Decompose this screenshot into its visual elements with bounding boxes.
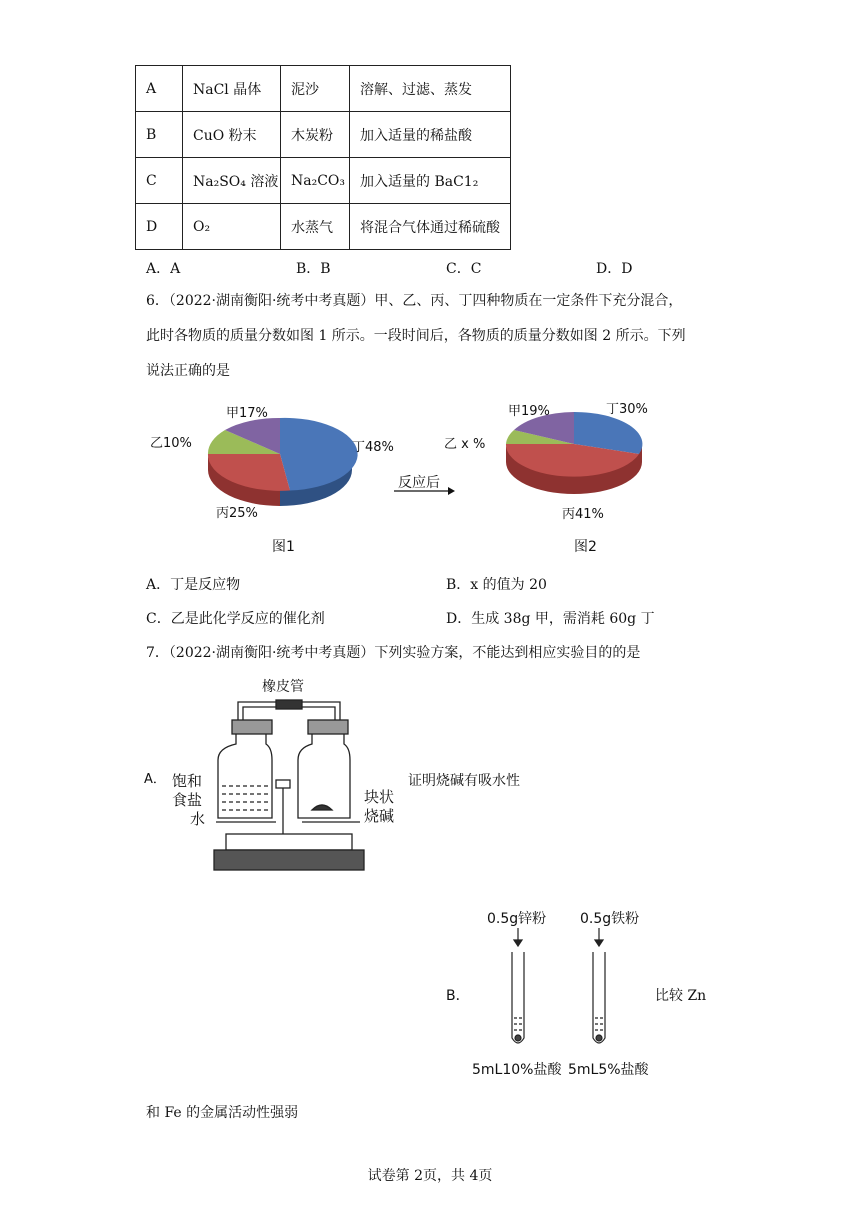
table-cell: 木炭粉 (281, 112, 350, 158)
q5-choice-a: A．A (146, 261, 181, 277)
table-cell: 溶解、过滤、蒸发 (350, 66, 511, 112)
pie-chart-fig1 (200, 408, 370, 508)
fig2-label-jia: 甲19% (508, 404, 550, 419)
table-row (136, 112, 511, 158)
fig1-caption: 图1 (272, 539, 295, 555)
caustic-soda-label-1: 块状 (364, 788, 395, 806)
q6-text-line-1: 6．（2022·湖南衡阳·统考中考真题）甲、乙、丙、丁四种物质在一定条件下充分混合， (146, 293, 683, 309)
test-tubes-diagram (500, 926, 620, 1056)
q6-text-line-3: 说法正确的是 (146, 363, 230, 379)
fig1-label-jia: 甲17% (226, 406, 268, 421)
table-cell: B (136, 112, 183, 158)
q7-option-b-label: B． (446, 988, 470, 1004)
table-cell: D (136, 204, 183, 250)
table-cell: 将混合气体通过稀硫酸 (350, 204, 511, 250)
table-cell: O₂ (183, 204, 281, 250)
q5-choice-b: B．B (296, 261, 331, 277)
q7-question-text: 7．（2022·湖南衡阳·统考中考真题）下列实验方案，不能达到相应实验目的的是 (146, 645, 641, 661)
acid-5-label: 5mL5%盐酸 (568, 1062, 649, 1078)
q6-choice-c: C．乙是此化学反应的催化剂 (146, 611, 325, 627)
table-cell: 加入适量的 BaC1₂ (350, 158, 511, 204)
caustic-soda-label-2: 烧碱 (364, 807, 395, 825)
arrow-label: 反应后 (398, 475, 440, 491)
page-footer: 试卷第 2页，共 4页 (367, 1168, 493, 1184)
table-cell: 水蒸气 (281, 204, 350, 250)
saltwater-label-3: 水 (190, 810, 206, 828)
options-table (135, 65, 511, 250)
q7-option-a-description: 证明烧碱有吸水性 (408, 773, 520, 789)
fig1-label-ding: 丁48% (352, 440, 394, 455)
table-cell: 加入适量的稀盐酸 (350, 112, 511, 158)
q6-choice-d: D．生成 38g 甲，需消耗 60g 丁 (446, 611, 655, 627)
balance-apparatus-diagram (210, 694, 370, 884)
table-cell: 泥沙 (281, 66, 350, 112)
fig1-label-yi: 乙10% (150, 436, 192, 451)
fig2-label-ding: 丁30% (606, 402, 648, 417)
table-cell: Na₂SO₄ 溶液 (183, 158, 281, 204)
q6-text-line-2: 此时各物质的质量分数如图 1 所示。一段时间后，各物质的质量分数如图 2 所示。下列 (146, 328, 686, 344)
q7-option-a-label: A． (144, 772, 166, 787)
q6-choice-b: B．x 的值为 20 (446, 577, 547, 593)
q5-choice-d: D．D (596, 261, 633, 277)
q6-choice-a: A．丁是反应物 (146, 577, 241, 593)
table-cell: NaCl 晶体 (183, 66, 281, 112)
saltwater-label-1: 饱和 (172, 772, 203, 790)
zinc-powder-label: 0.5g锌粉 (487, 911, 547, 927)
q5-choice-c: C．C (446, 261, 482, 277)
fig1-label-bing: 丙25% (216, 506, 258, 521)
rubber-tube-label: 橡皮管 (262, 679, 304, 695)
fig2-caption: 图2 (574, 539, 597, 555)
table-row (136, 158, 511, 204)
table-row (136, 66, 511, 112)
table-row (136, 204, 511, 250)
q7-option-b-description-1: 比较 Zn (655, 988, 707, 1004)
table-cell: CuO 粉末 (183, 112, 281, 158)
fig2-label-bing: 丙41% (562, 507, 604, 522)
table-cell: C (136, 158, 183, 204)
fig2-label-yi: 乙 x % (444, 437, 486, 452)
table-cell: Na₂CO₃ (281, 158, 350, 204)
iron-powder-label: 0.5g铁粉 (580, 911, 640, 927)
q7-option-b-description-2: 和 Fe 的金属活动性强弱 (146, 1105, 299, 1121)
saltwater-label-2: 食盐 (172, 791, 203, 809)
table-cell: A (136, 66, 183, 112)
reaction-arrow-icon (394, 486, 456, 496)
acid-10-label: 5mL10%盐酸 (472, 1062, 562, 1078)
